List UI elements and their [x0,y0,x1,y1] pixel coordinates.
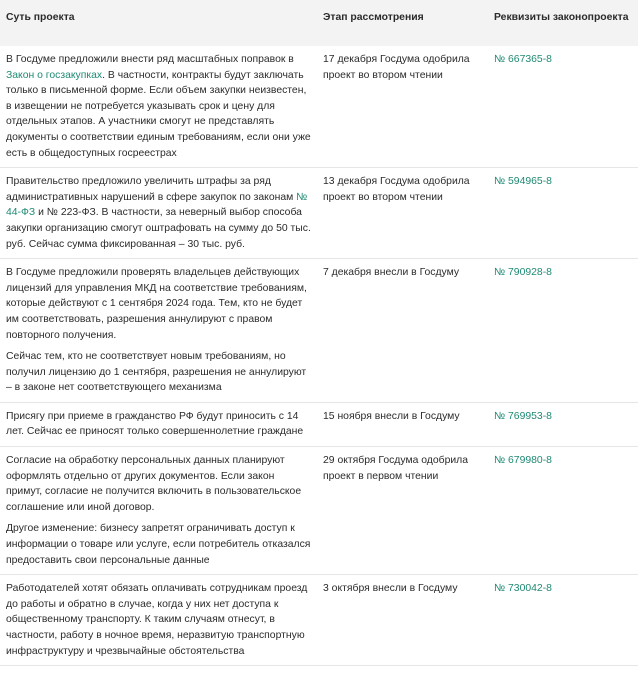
header-row [0,0,638,46]
header-stage: Этап рассмотрения [323,12,424,23]
law-44fz-link[interactable]: № 44-ФЗ [6,191,308,219]
essence-paragraph [6,174,311,252]
essence-paragraph: Другое изменение: бизнесу запретят ограничивать доступ к информации о товаре или услуге, если потребитель отказался предоставить свои персональные данные [6,523,311,566]
table-body [0,46,638,666]
essence-cell [0,46,317,168]
bill-number-link[interactable]: № 769953-8 [494,410,552,422]
essence-paragraph: Согласие на обработку персональных данных планируют оформлять отдельно от других документов. Если закон примут, согласие не получится включить в пользовательское соглашение или иной договор. [6,455,302,513]
essence-cell [0,168,317,259]
essence-text: Правительство предложило увеличить штрафы за ряд административных нарушений в сфере закупок по законам [6,176,297,203]
essence-paragraph [6,52,311,161]
essence-cell [0,447,317,575]
header-essence: Суть проекта [6,12,75,23]
bill-cell [488,575,638,666]
header-bill-details: Реквизиты законопроекта [494,12,629,23]
essence-paragraph: Сейчас тем, кто не соответствует новым требованиям, но получил лицензию до 1 сентября, разрешения не аннулируют – в законе нет соответствующего механизма [6,351,307,394]
stage-cell: 3 октября внесли в Госдуму [317,575,488,666]
essence-cell [0,575,317,666]
table-row [0,447,638,575]
essence-text: . В частности, контракты будут заключать только в письменной форме. Если объем закупки неизвестен, в извещении не потребуется указывать срок и цену для отдельных этапов. А участники смогут не представлять документы о соответствии единым требованиям, если они уже есть в общедоступных госреестрах [6,69,311,159]
bill-number-link[interactable]: № 730042-8 [494,583,552,595]
essence-text: В Госдуме предложили внести ряд масштабных поправок в [6,54,294,65]
bill-cell [488,447,638,575]
table-row [0,259,638,403]
essence-paragraph: В Госдуме предложили проверять владельцев действующих лицензий для управления МКД на соответствие требованиям, которые действуют с 1 сентября 2024 года. Тем, кто не будет им соответствовать, разрешения аннулируют с правом повторного получения. [6,267,307,341]
table-row [0,168,638,259]
bill-cell [488,46,638,168]
essence-paragraph: Работодателей хотят обязать оплачивать сотрудникам проезд до работы и обратно в случае, когда у них нет доступа к общественному транспорту. К таким случаям отнесут, в частности, работу в ночное время, неразвитую транспортную инфраструктуру и чрезвычайные обстоятельства [6,583,308,657]
bill-cell [488,168,638,259]
bill-number-link[interactable]: № 594965-8 [494,176,552,188]
procurement-law-link[interactable]: Закон о госзакупках [6,69,103,81]
stage-cell: 17 декабря Госдума одобрила проект во втором чтении [317,46,488,168]
stage-cell: 13 декабря Госдума одобрила проект во втором чтении [317,168,488,259]
bill-number-link[interactable]: № 679980-8 [494,455,552,467]
table-row [0,46,638,168]
bill-cell [488,402,638,446]
bill-cell [488,259,638,403]
essence-cell [0,259,317,403]
bill-number-link[interactable]: № 667365-8 [494,54,552,65]
stage-cell: 29 октября Госдума одобрила проект в первом чтении [317,447,488,575]
essence-text: и № 223-ФЗ. В частности, за неверный выбор способа закупки организацию смогут оштрафовать на сумму до 50 тыс. руб. Сейчас сумма фиксированная – 30 тыс. руб. [6,207,311,250]
bill-number-link[interactable]: № 790928-8 [494,267,552,279]
stage-cell: 7 декабря внесли в Госдуму [317,259,488,403]
essence-cell [0,402,317,446]
table-row [0,575,638,666]
table-row [0,402,638,446]
essence-paragraph: Присягу при приеме в гражданство РФ будут приносить с 14 лет. Сейчас ее приносят только совершеннолетние граждане [6,410,304,438]
table-header [0,0,638,46]
stage-cell: 15 ноября внесли в Госдуму [317,402,488,446]
